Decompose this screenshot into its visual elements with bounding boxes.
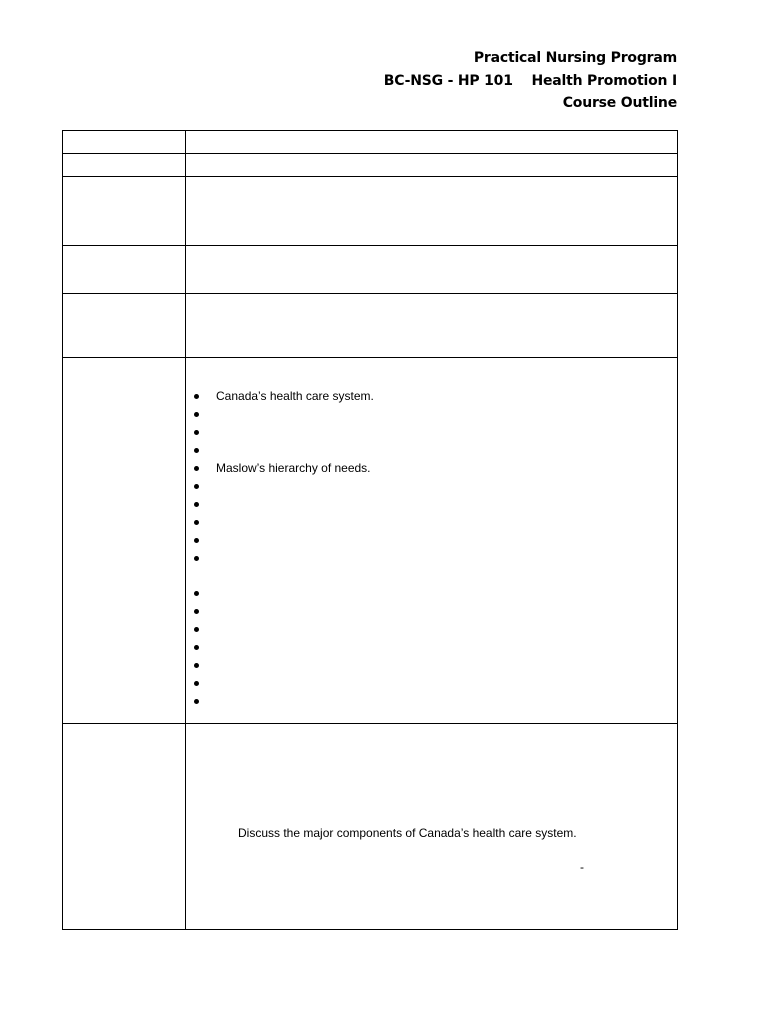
bullet-icon [194,538,199,543]
bullet-icon [194,609,199,614]
bullet-icon [194,681,199,686]
bullet-icon [194,502,199,507]
program-title: Practical Nursing Program [473,50,677,66]
list-item-text: Maslow’s hierarchy of needs. [216,461,371,475]
bullet-icon [194,627,199,632]
table-row-divider [62,293,678,294]
bullet-icon [194,663,199,668]
bullet-icon [194,699,199,704]
stray-dash-mark: - [580,860,584,874]
table-row-divider [62,723,678,724]
list-item-text: Canada’s health care system. [216,389,374,403]
learning-outcome-item: Discuss the major components of Canada’s health care system. [238,826,577,840]
course-title: BC-NSG - HP 101 Health Promotion I [383,72,677,89]
table-row-divider [62,176,678,177]
bullet-icon [194,520,199,525]
bullet-icon [194,484,199,489]
table-row-divider [62,245,678,246]
bullet-icon [194,394,199,399]
bullet-icon [194,645,199,650]
bullet-icon [194,556,199,561]
bullet-icon [194,412,199,417]
document-header [384,47,677,115]
bullet-icon [194,430,199,435]
document-type-title: Course Outline [562,95,677,111]
bullet-icon [194,448,199,453]
course-outline-table [62,130,678,930]
bullet-icon [194,466,199,471]
bullet-icon [194,591,199,596]
table-row-divider [62,357,678,358]
table-row-divider [62,153,678,154]
table-column-divider [185,130,186,930]
